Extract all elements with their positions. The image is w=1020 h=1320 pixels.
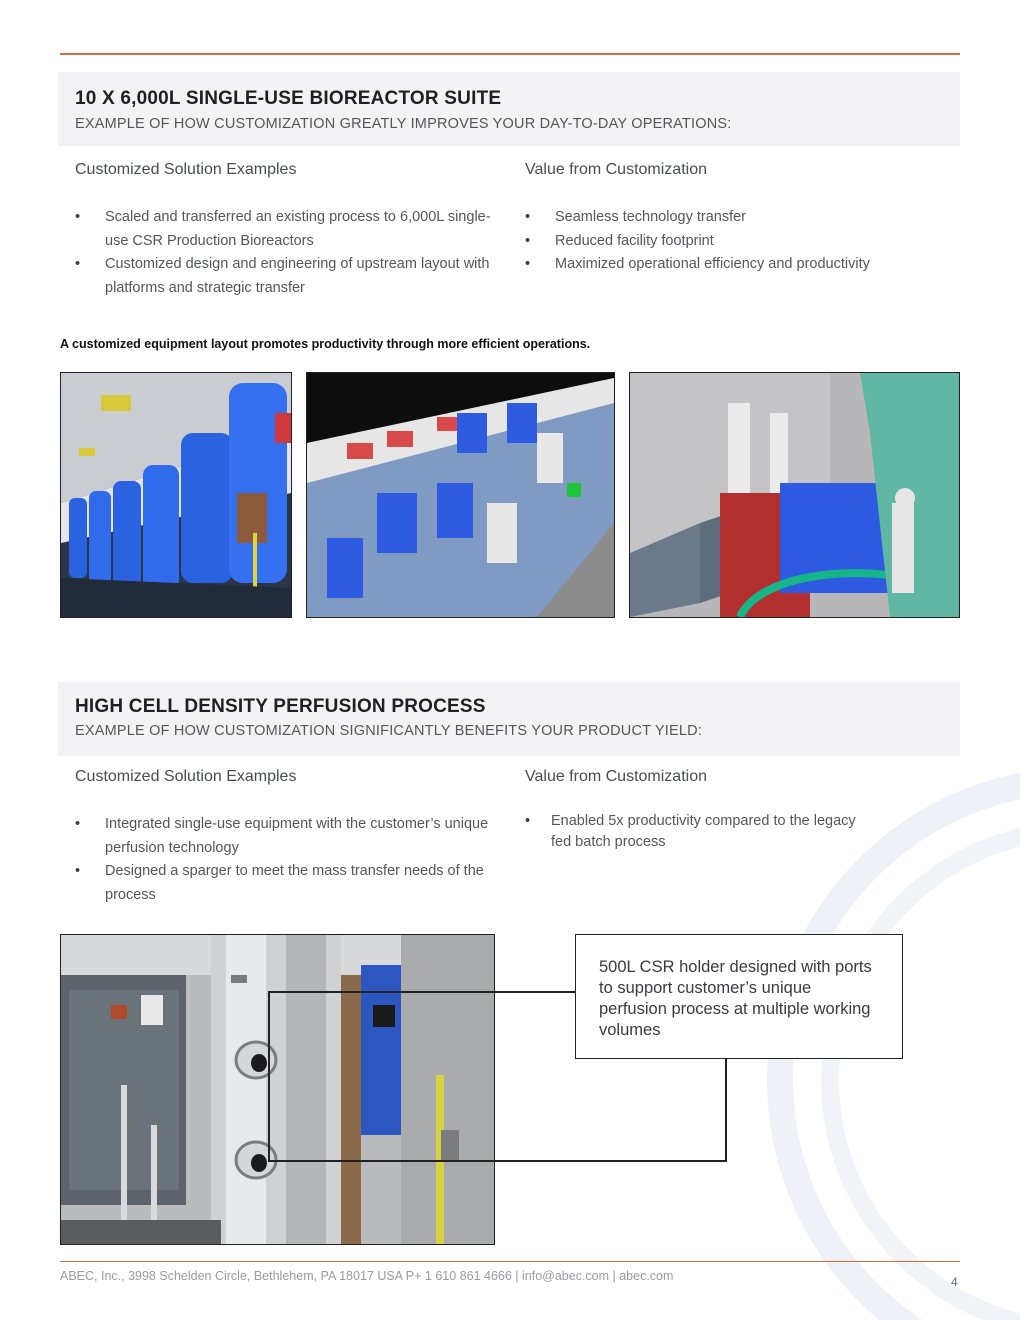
right-column-heading: Value from Customization (525, 768, 707, 785)
section-subtitle: EXAMPLE OF HOW CUSTOMIZATION GREATLY IMPROVES YOUR DAY-TO-DAY OPERATIONS: (75, 116, 732, 132)
callout-text: 500L CSR holder designed with ports to support customer’s unique perfusion process at multiple working volumes (599, 958, 872, 1039)
callout-connector-lower (268, 1160, 727, 1162)
bioreactor-row-render-image (60, 372, 292, 618)
solution-examples-list (75, 813, 500, 907)
list-item: • Seamless technology transfer (525, 206, 955, 230)
top-accent-rule (60, 53, 960, 55)
figure-caption: A customized equipment layout promotes productivity through more efficient operations. (60, 337, 591, 351)
list-item: • Reduced facility footprint (525, 230, 955, 254)
list-item: • Enabled 5x productivity compared to the legacy fed batch process (525, 811, 870, 853)
callout-box (575, 934, 903, 1059)
page-number: 4 (951, 1275, 958, 1289)
section-banner-perfusion (58, 682, 960, 756)
section-title: HIGH CELL DENSITY PERFUSION PROCESS (75, 696, 486, 717)
list-item: • Designed a sparger to meet the mass transfer needs of the process (75, 860, 500, 907)
left-column-heading: Customized Solution Examples (75, 161, 297, 178)
list-item: • Scaled and transferred an existing process to 6,000L single-use CSR Production Bioreactors (75, 206, 500, 253)
operator-platform-render-image (629, 372, 960, 618)
section-title: 10 X 6,000L SINGLE-USE BIOREACTOR SUITE (75, 88, 502, 109)
callout-connector-vertical-right (725, 1058, 727, 1162)
right-column-heading: Value from Customization (525, 161, 707, 178)
list-item: • Customized design and engineering of upstream layout with platforms and strategic transfer (75, 253, 500, 300)
left-column-heading: Customized Solution Examples (75, 768, 297, 785)
section-banner-bioreactor-suite (58, 72, 960, 146)
list-item: • Maximized operational efficiency and productivity (525, 253, 955, 277)
callout-connector-vertical-left (268, 991, 270, 1162)
csr-holder-photo (60, 934, 495, 1245)
value-list (525, 206, 955, 277)
footer-accent-rule (60, 1261, 960, 1262)
facility-layout-render-image (306, 372, 615, 618)
list-item: • Integrated single-use equipment with the customer’s unique perfusion technology (75, 813, 500, 860)
value-list (525, 811, 870, 853)
solution-examples-list (75, 206, 500, 300)
callout-connector-upper (268, 991, 576, 993)
section-subtitle: EXAMPLE OF HOW CUSTOMIZATION SIGNIFICANTLY BENEFITS YOUR PRODUCT YIELD: (75, 723, 703, 739)
footer-contact: ABEC, Inc., 3998 Schelden Circle, Bethlehem, PA 18017 USA P+ 1 610 861 4666 | info@abec.com | abec.com (60, 1269, 674, 1283)
